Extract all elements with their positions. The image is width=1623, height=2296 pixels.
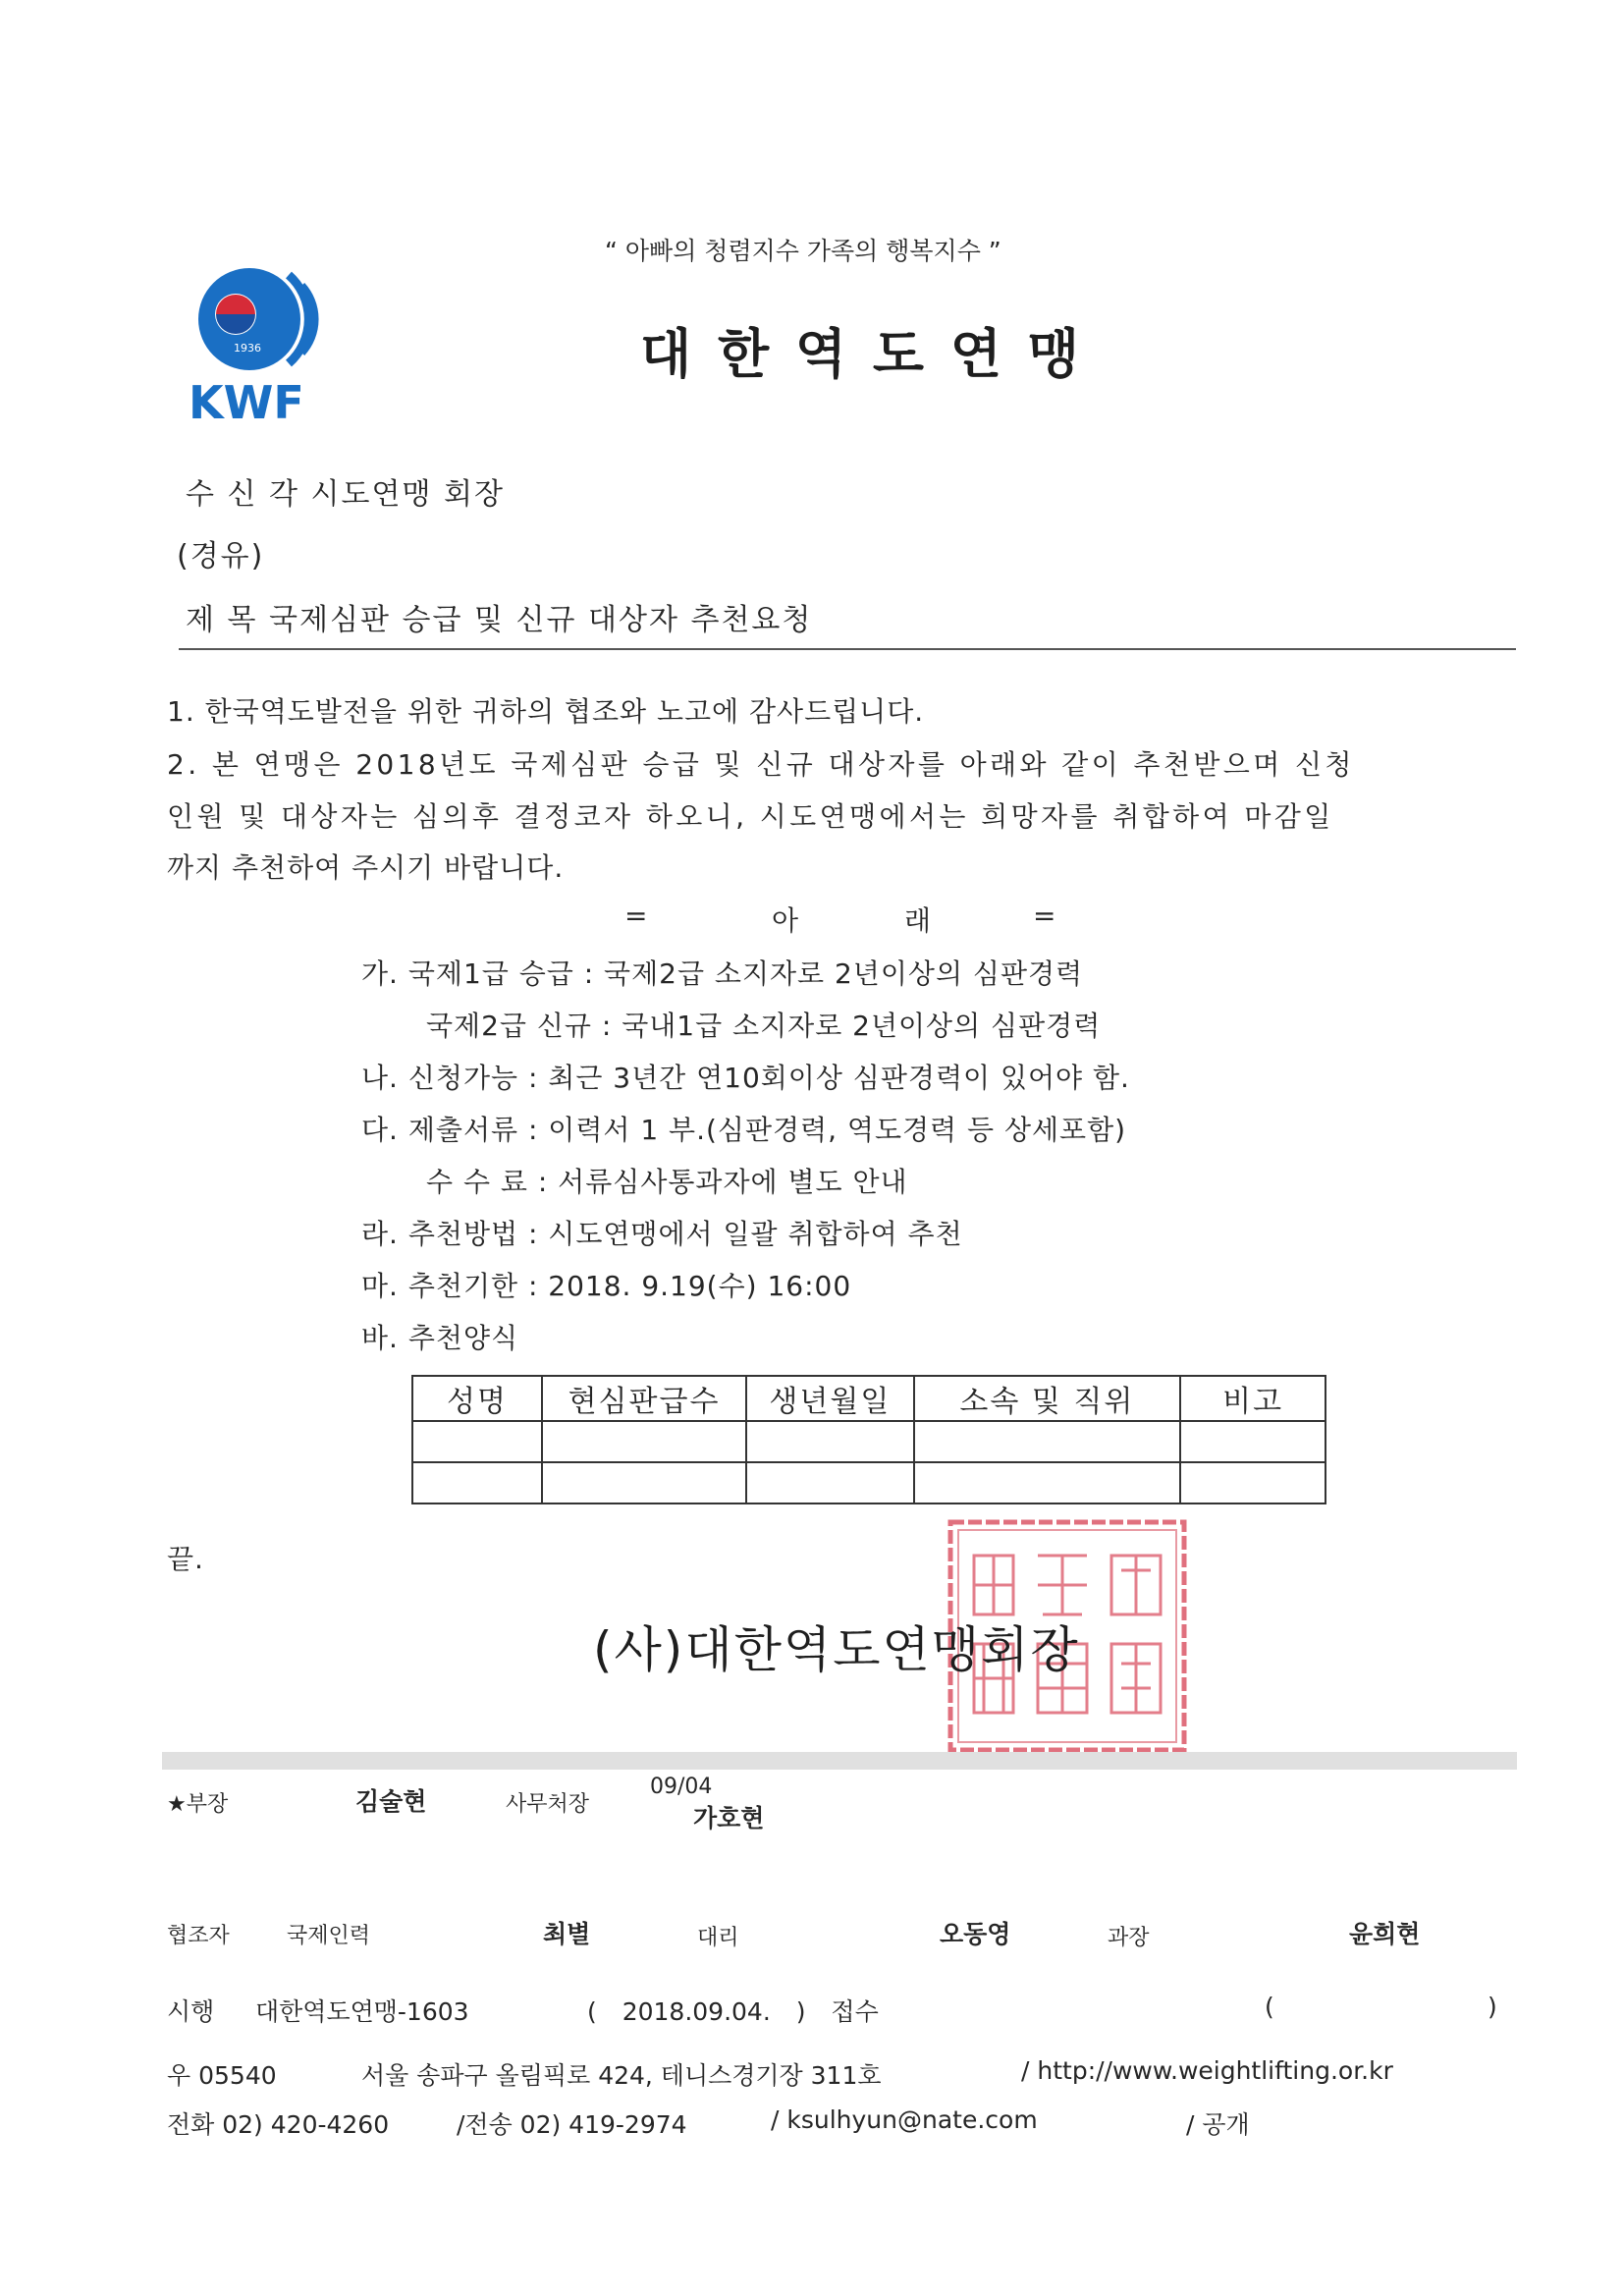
item-ga-sub: 국제2급 신규 : 국내1급 소지자로 2년이상의 심판경력 xyxy=(426,1010,1102,1042)
paragraph-2-line-3: 까지 추천하여 주시기 바랍니다. xyxy=(167,851,565,884)
column-header: 소속 및 직위 xyxy=(914,1376,1181,1421)
item-da-fee: 수 수 료 : 서류심사통과자에 별도 안내 xyxy=(426,1166,908,1198)
approver-role-2: 사무처장 xyxy=(506,1792,590,1817)
disclosure: / 공개 xyxy=(1186,2110,1250,2139)
notice-eq-right: = xyxy=(1033,900,1057,932)
coop-dept: 국제인력 xyxy=(287,1924,371,1948)
recommendation-form-table xyxy=(411,1375,1326,1504)
item-ma: 마. 추천기한 : 2018. 9.19(수) 16:00 xyxy=(361,1270,852,1302)
slogan: “ 아빠의 청렴지수 가족의 행복지수 ” xyxy=(605,237,1001,265)
item-da: 다. 제출서류 : 이력서 1 부.(심판경력, 역도경력 등 상세포함) xyxy=(361,1114,1127,1146)
approver-name-2: 가호현 xyxy=(693,1804,765,1832)
table-cell xyxy=(542,1421,746,1462)
column-header: 생년월일 xyxy=(746,1376,914,1421)
phone: 전화 02) 420-4260 xyxy=(167,2110,390,2139)
table-cell xyxy=(914,1462,1181,1503)
logo-year: 1936 xyxy=(234,342,261,355)
subject-divider xyxy=(179,648,1516,650)
receipt-close: ) xyxy=(1488,1993,1497,2021)
sender-name: (사)대한역도연맹회장 xyxy=(593,1621,1080,1678)
notice-eq-left: = xyxy=(624,900,649,932)
table-cell xyxy=(746,1462,914,1503)
approval-date: 09/04 xyxy=(650,1775,713,1799)
subject-line: 제 목 국제심판 승급 및 신규 대상자 추천요청 xyxy=(186,603,813,637)
approver-name-5: 윤희현 xyxy=(1349,1920,1421,1948)
item-ga: 가. 국제1급 승급 : 국제2급 소지자로 2년이상의 심판경력 xyxy=(361,957,1084,990)
column-header: 성명 xyxy=(412,1376,542,1421)
approval-divider xyxy=(162,1752,1517,1770)
paragraph-1: 1. 한국역도발전을 위한 귀하의 협조와 노고에 감사드립니다. xyxy=(167,695,925,728)
column-header: 비고 xyxy=(1180,1376,1325,1421)
table-cell xyxy=(412,1462,542,1503)
approver-name-4: 오동영 xyxy=(940,1920,1011,1948)
coop-label: 협조자 xyxy=(167,1924,230,1948)
column-header: 현심판급수 xyxy=(542,1376,746,1421)
table-row xyxy=(412,1421,1325,1462)
table-cell xyxy=(1180,1421,1325,1462)
table-cell xyxy=(412,1421,542,1462)
enforce-number: 대한역도연맹-1603 xyxy=(255,1997,469,2026)
paragraph-2-line-1: 2. 본 연맹은 2018년도 국제심판 승급 및 신규 대상자를 아래와 같이 추천받으며 신청 xyxy=(167,748,1355,781)
end-mark: 끝. xyxy=(167,1543,204,1575)
approver-role-1: ★부장 xyxy=(167,1792,229,1817)
notice-word-b: 래 xyxy=(904,904,933,937)
table-row xyxy=(412,1462,1325,1503)
kwf-logo xyxy=(187,265,334,432)
fax: /전송 02) 419-2974 xyxy=(457,2110,687,2139)
address: 서울 송파구 올림픽로 424, 테니스경기장 311호 xyxy=(361,2061,882,2090)
paragraph-2-line-2: 인원 및 대상자는 심의후 결정코자 하오니, 시도연맹에서는 희망자를 취합하여 마감일 xyxy=(167,800,1334,833)
approver-role-4: 대리 xyxy=(697,1926,739,1950)
recipient-line: 수 신 각 시도연맹 회장 xyxy=(186,477,505,512)
enforce-date: ( 2018.09.04. ) 접수 xyxy=(587,1997,879,2026)
logo-abbr: KWF xyxy=(189,376,304,429)
table-cell xyxy=(746,1421,914,1462)
approver-role-5: 과장 xyxy=(1108,1926,1150,1950)
table-cell xyxy=(542,1462,746,1503)
email-link[interactable]: / ksulhyun@nate.com xyxy=(771,2105,1038,2134)
enforce-label: 시행 xyxy=(167,1997,215,2026)
receipt-open: ( xyxy=(1265,1993,1274,2021)
notice-word-a: 아 xyxy=(772,904,800,937)
document-title: 대 한 역 도 연 맹 xyxy=(640,323,1083,385)
via-line: (경유) xyxy=(177,539,265,574)
website-link[interactable]: / http://www.weightlifting.or.kr xyxy=(1021,2056,1393,2085)
approver-name-1: 김술현 xyxy=(355,1787,427,1816)
approver-name-3: 최별 xyxy=(543,1920,591,1948)
table-cell xyxy=(914,1421,1181,1462)
item-na: 나. 신청가능 : 최근 3년간 연10회이상 심판경력이 있어야 함. xyxy=(361,1062,1130,1094)
item-ra: 라. 추천방법 : 시도연맹에서 일괄 취합하여 추천 xyxy=(361,1218,963,1250)
table-header-row xyxy=(412,1376,1325,1421)
table-cell xyxy=(1180,1462,1325,1503)
postal-code: 우 05540 xyxy=(167,2061,277,2090)
item-ba: 바. 추천양식 xyxy=(361,1322,519,1354)
